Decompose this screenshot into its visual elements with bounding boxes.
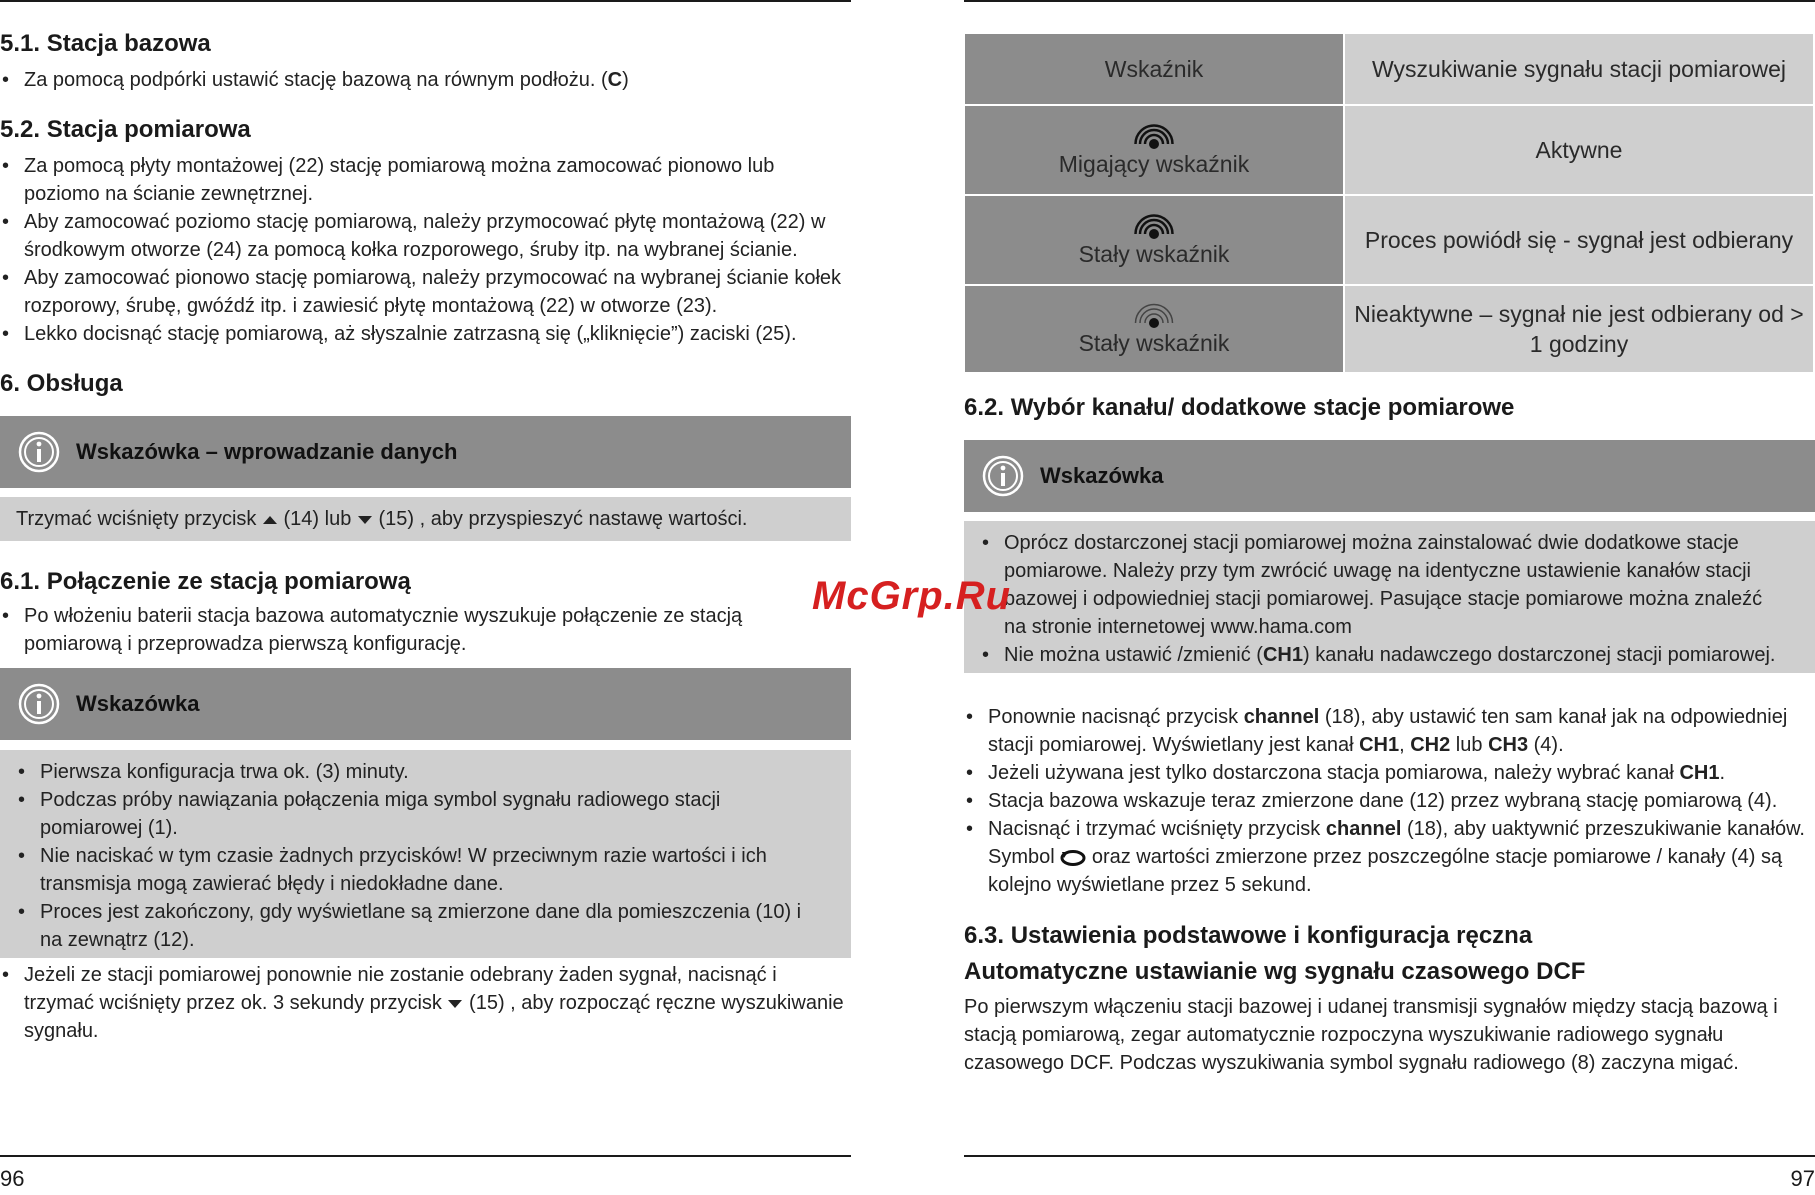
list-item: • Aby zamocować pionowo stację pomiarową, należy przymocować na wybranej ścianie kołek rozporowy, śrubę, gwóźdź itp. i zawiesić płytę montażową (22) w otworze (23). bbox=[0, 264, 845, 320]
bottom-rule-right bbox=[964, 1155, 1815, 1157]
list-item: • Jeżeli ze stacji pomiarowej ponownie nie zostanie odebrany żaden sygnał, nacisnąć i trzymać wciśnięty przez ok. 3 sekundy przycisk (15) , aby rozpocząć ręczne wyszukiwanie sygnału. bbox=[0, 961, 851, 1045]
table-header-cell: Wyszukiwanie sygnału stacji pomiarowej bbox=[1344, 33, 1814, 105]
arrow-down-icon bbox=[357, 514, 373, 526]
table-cell: Migający wskaźnik bbox=[964, 105, 1344, 195]
list-item: • Stacja bazowa wskazuje teraz zmierzone dane (12) przez wybraną stację pomiarową (4). bbox=[964, 787, 1814, 815]
table-header-cell: Wskaźnik bbox=[964, 33, 1344, 105]
table-cell: Stały wskaźnik bbox=[964, 195, 1344, 285]
note-list bbox=[980, 529, 1780, 669]
note-header-connection bbox=[0, 668, 851, 740]
list-item: • Proces jest zakończony, gdy wyświetlane są zmierzone dane dla pomieszczenia (10) i na zewnątrz (12). bbox=[16, 898, 816, 954]
list-item: • Oprócz dostarczonej stacji pomiarowej można zainstalować dwie dodatkowe stacje pomiarowe. Należy przy tym zwrócić uwagę na identyczne ustawienie kanałów stacji bazowej i odpowiedniej stacji pomiarowej. Pasujące stacje pomiarowe można znaleźć na stronie internetowej www.hama.com bbox=[980, 529, 1780, 641]
section-6-2-title: 6.2. Wybór kanału/ dodatkowe stacje pomiarowe bbox=[964, 394, 1515, 421]
note-text: Trzymać wciśnięty przycisk (14) lub (15) , aby przyspieszyć nastawę wartości. bbox=[16, 508, 748, 530]
list-item: • Po włożeniu baterii stacja bazowa automatycznie wyszukuje połączenie ze stacją pomiarową i przeprowadza pierwszą konfigurację. bbox=[0, 602, 760, 658]
section-6-1-list-end bbox=[0, 961, 851, 1045]
note-body-input bbox=[0, 497, 851, 541]
section-5-2-list bbox=[0, 152, 845, 348]
top-rule-right bbox=[964, 0, 1815, 2]
note-title: Wskazówka – wprowadzanie danych bbox=[76, 439, 458, 464]
top-rule-left bbox=[0, 0, 851, 2]
table-row bbox=[964, 195, 1814, 285]
table-cell: Aktywne bbox=[1344, 105, 1814, 195]
list-item: • Za pomocą płyty montażowej (22) stację pomiarową można zamocować pionowo lub poziomo na ścianie zewnętrznej. bbox=[0, 152, 845, 208]
signal-full-icon bbox=[1134, 123, 1174, 149]
note-body-connection bbox=[0, 750, 851, 958]
info-icon bbox=[982, 455, 1024, 497]
page-number-right: 97 bbox=[1790, 1166, 1815, 1191]
section-6-2-list bbox=[964, 703, 1814, 899]
section-6-3-subtitle: Automatyczne ustawianie wg sygnału czasowego DCF bbox=[964, 958, 1586, 985]
list-item: • Nie naciskać w tym czasie żadnych przycisków! W przeciwnym razie wartości i ich transmisja mogą zawierać błędy i niedokładne dane. bbox=[16, 842, 816, 898]
table-row bbox=[964, 105, 1814, 195]
note-body-channel bbox=[964, 521, 1815, 673]
note-title: Wskazówka bbox=[76, 691, 200, 716]
section-6-3-text: Po pierwszym włączeniu stacji bazowej i udanej transmisji sygnałów między stacją bazową i stacją pomiarową, zegar automatycznie rozpoczyna wyszukiwanie radiowego sygnału czasowego DCF. Podczas wyszukiwania symbol sygnału radiowego (8) zaczyna migać. bbox=[964, 996, 1778, 1074]
note-header-channel bbox=[964, 440, 1815, 512]
signal-weak-icon bbox=[1134, 302, 1174, 328]
note-header-input bbox=[0, 416, 851, 488]
bottom-rule-left bbox=[0, 1155, 851, 1157]
section-6-1-list bbox=[0, 602, 760, 658]
list-item: • Ponownie nacisnąć przycisk channel (18), aby ustawić ten sam kanał jak na odpowiedniej stacji pomiarowej. Wyświetlany jest kanał CH1, CH2 lub CH3 (4). bbox=[964, 703, 1814, 759]
page-number-left: 96 bbox=[0, 1166, 25, 1191]
table-cell: Stały wskaźnik bbox=[964, 285, 1344, 373]
arrow-up-icon bbox=[262, 514, 278, 526]
list-item: • Nie można ustawić /zmienić (CH1) kanału nadawczego dostarczonej stacji pomiarowej. bbox=[980, 641, 1780, 669]
note-title: Wskazówka bbox=[1040, 463, 1164, 488]
list-item: • Jeżeli używana jest tylko dostarczona stacja pomiarowa, należy wybrać kanał CH1. bbox=[964, 759, 1814, 787]
table-cell: Proces powiódł się - sygnał jest odbierany bbox=[1344, 195, 1814, 285]
list-item: • Nacisnąć i trzymać wciśnięty przycisk channel (18), aby uaktywnić przeszukiwanie kanałów. Symbol oraz wartości zmierzone przez poszczególne stacje pomiarowe / kanały (4) są kolejno wyświetlane przez 5 sekund. bbox=[964, 815, 1814, 899]
section-6-3-title: 6.3. Ustawienia podstawowe i konfiguracja ręczna bbox=[964, 922, 1533, 949]
section-5-1-list bbox=[0, 66, 845, 94]
list-item: • Aby zamocować poziomo stację pomiarową, należy przymocować płytę montażową (22) w środkowym otworze (24) za pomocą kołka rozporowego, śruby itp. na wybranej ścianie. bbox=[0, 208, 845, 264]
info-icon bbox=[18, 431, 60, 473]
watermark: McGrp.Ru bbox=[812, 574, 1012, 618]
table-header-row bbox=[964, 33, 1814, 105]
table-cell: Nieaktywne – sygnał nie jest odbierany od > 1 godziny bbox=[1344, 285, 1814, 373]
list-item: • Podczas próby nawiązania połączenia miga symbol sygnału radiowego stacji pomiarowej (1). bbox=[16, 786, 816, 842]
signal-full-icon bbox=[1134, 213, 1174, 239]
list-item: • Lekko docisnąć stację pomiarową, aż słyszalnie zatrzasną się („kliknięcie”) zaciski (25). bbox=[0, 320, 845, 348]
arrow-down-icon bbox=[447, 998, 463, 1010]
info-icon bbox=[18, 683, 60, 725]
table-row bbox=[964, 285, 1814, 373]
section-5-1-title: 5.1. Stacja bazowa bbox=[0, 30, 211, 57]
section-6-1-title: 6.1. Połączenie ze stacją pomiarową bbox=[0, 568, 411, 595]
list-item: • Pierwsza konfiguracja trwa ok. (3) minuty. bbox=[16, 758, 816, 786]
section-6-title: 6. Obsługa bbox=[0, 370, 123, 397]
note-list bbox=[16, 758, 816, 954]
list-item: • Za pomocą podpórki ustawić stację bazową na równym podłożu. (C) bbox=[0, 66, 845, 94]
indicator-table bbox=[963, 32, 1815, 374]
channel-scan-icon bbox=[1060, 849, 1086, 867]
section-5-2-title: 5.2. Stacja pomiarowa bbox=[0, 116, 251, 143]
